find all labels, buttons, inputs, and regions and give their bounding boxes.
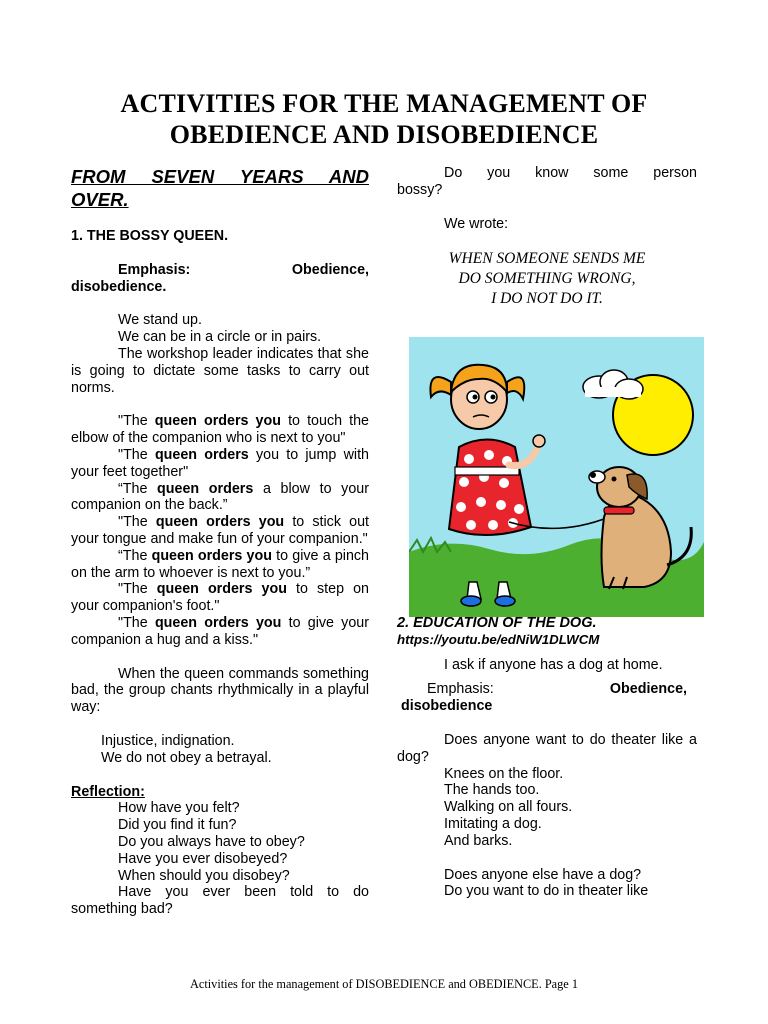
instruction-stand: We stand up. (118, 312, 202, 329)
emphasis-value: Obedience, (291, 261, 369, 278)
emphasis-label: Emphasis: (118, 261, 191, 278)
reflection-q2: Did you find it fun? (118, 817, 237, 834)
chant-line-1: Injustice, indignation. (101, 732, 235, 749)
instruction-leader: The workshop leader indicates that she is going to dictate some tasks to carry out norms. (71, 345, 369, 396)
emphasis-value-3: Obedience, (609, 681, 687, 698)
right-column-top (397, 165, 697, 309)
chant-line-2: We do not obey a betrayal. (101, 749, 272, 766)
queen-order-3: “The queen orders a blow to your companion on the back.” (71, 480, 369, 514)
title-line-2: OBEDIENCE AND DISOBEDIENCE (169, 120, 599, 149)
right-column-bottom (397, 615, 697, 900)
bossy-question: Do you know some person bossy? (397, 165, 697, 198)
we-wrote: We wrote: (444, 215, 509, 232)
reflection-heading: Reflection: (71, 783, 145, 800)
activity1-title: 1. THE BOSSY QUEEN. (71, 228, 229, 244)
emphasis-value-2: disobedience. (71, 278, 167, 295)
motto (397, 249, 697, 309)
queen-order-7: "The queen orders you to give your companion a hug and a kiss." (71, 614, 369, 648)
emphasis-row-2 (397, 681, 697, 698)
page-title (40, 88, 728, 150)
motto-line-1: WHEN SOMEONE SENDS ME (448, 250, 646, 268)
motto-line-2: DO SOMETHING WRONG, (458, 270, 636, 288)
page-footer: Activities for the management of DISOBEDIENCE and OBEDIENCE. Page 1 (190, 977, 578, 991)
dog-step-5: And barks. (444, 832, 513, 849)
reflection-q3: Do you always have to obey? (118, 833, 305, 850)
theater-question: Does anyone want to do theater like a dog? (397, 731, 697, 765)
reflection-q4: Have you ever disobeyed? (118, 850, 288, 867)
activity2-title: 2. EDUCATION OF THE DOG. (397, 615, 597, 631)
girl-and-dog-illustration (409, 337, 704, 617)
left-column (71, 165, 369, 918)
emphasis-label-2: Emphasis: (427, 681, 494, 698)
reflection-q1: How have you felt? (118, 800, 240, 817)
queen-order-1: "The queen orders you to touch the elbow of the companion who is next to you" (71, 413, 369, 447)
queen-order-5: “The queen orders you to give a pinch on the arm to whoever is next to you.” (71, 547, 370, 581)
dog-step-3: Walking on all fours. (444, 799, 573, 816)
queen-order-4: "The queen orders you to stick out your tongue and make fun of your companion." (71, 514, 369, 547)
dog-step-4: Imitating a dog. (444, 815, 542, 832)
theater-question-2: Do you want to do in theater like (444, 883, 649, 900)
dog-step-1: Knees on the floor. (444, 765, 564, 782)
motto-line-3: I DO NOT DO IT. (491, 290, 603, 308)
video-link[interactable]: https://youtu.be/edNiW1DLWCM (397, 631, 600, 647)
queen-order-6: "The queen orders you to step on your companion's foot." (71, 581, 369, 615)
instruction-circle: We can be in a circle or in pairs. (118, 329, 322, 346)
else-dog: Does anyone else have a dog? (444, 866, 642, 883)
emphasis-value-4: disobedience (401, 698, 493, 715)
reflection-q6: Have you ever been told to do something bad? (71, 884, 369, 918)
title-line-1: ACTIVITIES FOR THE MANAGEMENT OF (120, 89, 648, 118)
section-heading: FROM SEVEN YEARS AND OVER. (71, 166, 369, 210)
ask-dog: I ask if anyone has a dog at home. (444, 656, 663, 673)
reflection-q5: When should you disobey? (118, 867, 290, 884)
dog-step-2: The hands too. (444, 782, 540, 799)
when-queen-commands: When the queen commands something bad, the group chants rhythmically in a playful way: (71, 665, 369, 716)
emphasis-row (71, 262, 369, 279)
queen-order-2: "The queen orders you to jump with your feet together" (71, 446, 369, 480)
